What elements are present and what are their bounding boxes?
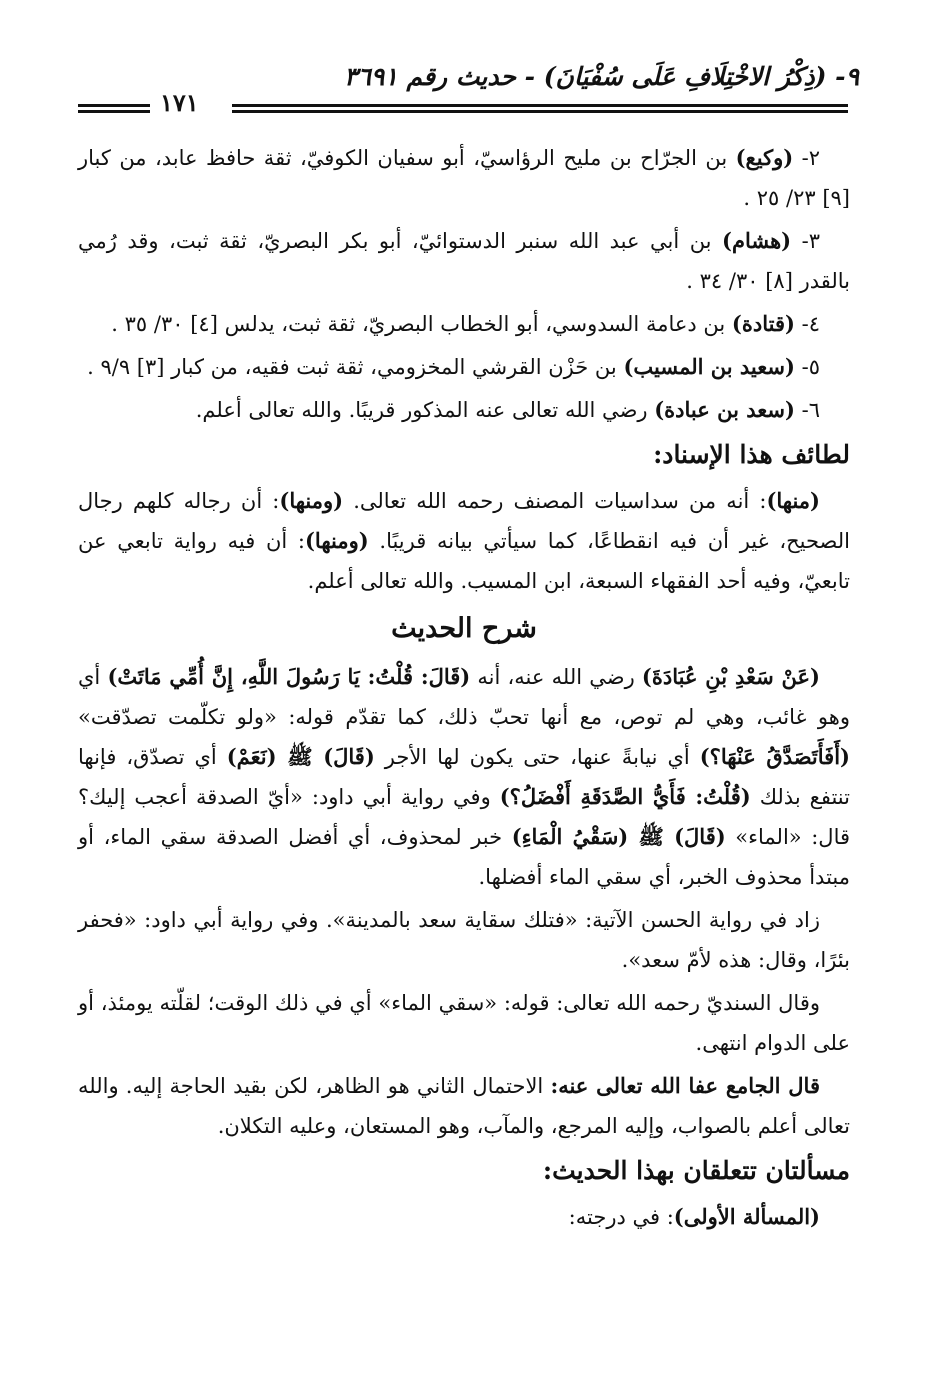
masail-first-issue [78, 1197, 850, 1237]
narrator-entry [78, 221, 850, 301]
narrator-description: رضي الله تعالى عنه المذكور قريبًا. والله تعالى أعلم. [195, 398, 655, 422]
page-number: ١٧١ [160, 88, 199, 117]
lataif-marker: (ومنها) [305, 528, 369, 553]
hadith-text: (أَفَأَتَصَدَّقُ عَنْهَا؟) [699, 744, 850, 769]
commentary-text: رضي الله عنه، أنه [470, 665, 642, 689]
narrator-name: (سعد بن عبادة) [654, 397, 795, 422]
narrator-name: (سعيد بن المسيب) [623, 354, 795, 379]
narrator-number: ٣- [801, 229, 820, 253]
sharh-paragraph: وقال السنديّ رحمه الله تعالى: قوله: «سقي الماء» أي في ذلك الوقت؛ لقلّته يومئذ، أو على الدوام انتهى. [78, 991, 850, 1055]
narrator-entry [78, 347, 850, 387]
hadith-text: (قَالَ) ﷺ (سَقْيُ الْمَاءِ) [511, 824, 726, 849]
issue-label: (المسألة الأولى) [673, 1204, 820, 1229]
header-rule-right [232, 104, 848, 113]
narrator-entry [78, 390, 850, 430]
narrator-description: بن حَزْن القرشي المخزومي، ثقة ثبت فقيه، من كبار [٣] ٩/٩ . [87, 355, 624, 379]
sharh-paragraph [78, 657, 850, 897]
issue-text: : في درجته: [568, 1205, 674, 1229]
hadith-text: (عَنْ سَعْدِ بْنِ عُبَادَةَ) [641, 664, 820, 689]
narrator-number: ٤- [801, 312, 820, 336]
narrator-name: (وكيع) [735, 145, 794, 170]
commentary-text: أي تصدّق، فإنها تنتفع بذلك [78, 745, 850, 809]
section-heading-masail: مسألتان تتعلقان بهذا الحديث: [542, 1156, 850, 1185]
compiler-text: الاحتمال الثاني هو الظاهر، لكن بقيد الحاجة إليه. والله تعالى أعلم بالصواب، وإليه المرجع، والمآب، وهو المستعان، وعليه التكلان. [78, 1074, 850, 1138]
commentary-text: أي نيابةً عنها، حتى يكون لها الأجر [374, 745, 700, 769]
section-title-sharh: شرح الحديث [391, 613, 537, 644]
running-head: ٩- (ذِكْرُ الاخْتِلَافِ عَلَى سُفْيَانَ) - حديث رقم ٣٦٩١ [344, 62, 859, 91]
section-heading-lataif: لطائف هذا الإسناد: [653, 440, 850, 469]
page-body [78, 138, 850, 1240]
lataif-marker: (ومنها) [279, 488, 344, 513]
compiler-label: قال الجامع عفا الله تعالى عنه: [550, 1073, 820, 1098]
narrator-number: ٢- [801, 146, 820, 170]
narrator-entry [78, 304, 850, 344]
compiler-note [78, 1066, 850, 1146]
narrator-number: ٥- [801, 355, 820, 379]
lataif-text: : أن رجاله كلهم رجال الصحيح، غير أن فيه انقطاعًا، كما سيأتي بيانه قريبًا. [78, 489, 850, 553]
sharh-paragraph: زاد في رواية الحسن الآتية: «فتلك سقاية سعد بالمدينة». وفي رواية أبي داود: «فحفر بئرًا، وقال: هذه لأمّ سعد». [78, 908, 850, 972]
narrator-description: بن أبي عبد الله سنبر الدستوائيّ، أبو بكر البصريّ، ثقة ثبت، وقد رُمي بالقدر [٨] ٣٠/ ٣٤ . [78, 229, 850, 293]
hadith-text: (قَالَ) ﷺ (نَعَمْ) [226, 744, 375, 769]
lataif-text: : أن فيه رواية تابعي عن تابعيّ، وفيه أحد الفقهاء السبعة، ابن المسيب. والله تعالى أعلم. [78, 529, 850, 593]
lataif-marker: (منها) [766, 488, 820, 513]
lataif-paragraph [78, 481, 850, 601]
commentary-text: أي وهو غائب، وهي لم توص، مع أنها تحبّ ذلك، كما تقدّم قوله: «ولو تكلّمت تصدّقت» [78, 665, 850, 729]
hadith-text: (قَالَ: قُلْتُ: يَا رَسُولَ اللَّهِ، إِنَّ أُمِّي مَاتَتْ) [107, 664, 471, 689]
lataif-text: : أنه من سداسيات المصنف رحمه الله تعالى. [343, 489, 767, 513]
header-rule-left [78, 104, 150, 113]
narrator-name: (هشام) [722, 228, 792, 253]
commentary-text: وفي رواية أبي داود: «أيّ الصدقة أعجب إليك؟ قال: «الماء» [78, 785, 851, 849]
commentary-text: خبر لمحذوف، أي أفضل الصدقة سقي الماء، أو مبتدأ محذوف الخبر، أي سقي الماء أفضلها. [78, 825, 850, 889]
narrator-entry [78, 138, 850, 218]
narrator-description: بن الجرّاح بن مليح الرؤاسيّ، أبو سفيان الكوفيّ، ثقة حافظ عابد، من كبار [٩] ٢٣/ ٢٥ . [78, 146, 850, 210]
narrator-number: ٦- [801, 398, 820, 422]
narrator-description: بن دعامة السدوسي، أبو الخطاب البصريّ، ثقة ثبت، يدلس [٤] ٣٠/ ٣٥ . [111, 312, 732, 336]
hadith-text: (قُلْتُ: فَأَيُّ الصَّدَقَةِ أَفْضَلُ؟) [499, 784, 751, 809]
narrator-name: (قتادة) [731, 311, 795, 336]
